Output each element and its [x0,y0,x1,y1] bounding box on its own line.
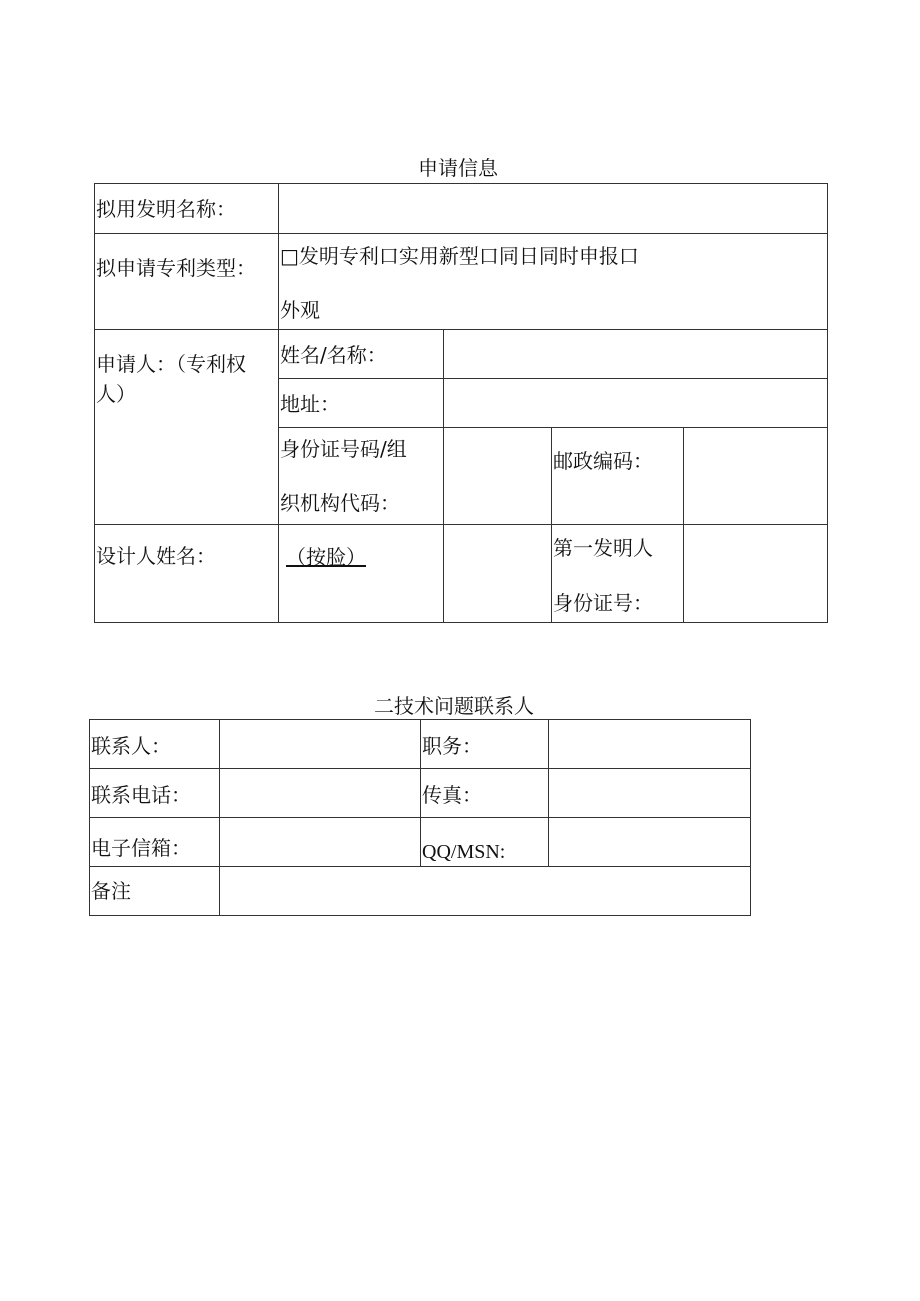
position-field[interactable] [549,720,751,769]
phone-label: 联系电话： [91,783,191,807]
postal-label: 邮政编码： [553,449,653,473]
address-label-cell [279,379,444,428]
fax-label: 传真： [422,783,482,807]
remark-label-cell [90,867,220,916]
email-field[interactable] [220,818,421,867]
name-label-cell [279,330,444,379]
postal-label-cell [552,428,684,525]
first-inventor-label-cell [552,525,684,623]
name-label: 姓名/名称： [280,343,387,367]
contact-field[interactable] [220,720,421,769]
section-title-tech-contact: 二技术问题联系人 [374,694,534,718]
id-label-line1: 身份证号码/组 [280,437,407,461]
first-inventor-id-field[interactable] [684,525,828,623]
qq-field[interactable] [549,818,751,867]
position-label-cell [421,720,549,769]
id-field[interactable] [444,428,552,525]
designer-label: 设计人姓名： [96,544,216,568]
invention-name-label-cell [95,184,279,234]
phone-label-cell [90,769,220,818]
patent-type-label-cell [95,234,279,330]
contact-label-cell [90,720,220,769]
fax-label-cell [421,769,549,818]
first-inventor-line1: 第一发明人 [553,536,653,560]
designer-label-cell [95,525,279,623]
applicant-label-line1: 申请人：（专利权 [96,352,246,376]
qq-label-cell [421,818,549,867]
address-label: 地址： [280,392,340,416]
id-label-cell [279,428,444,525]
designer-note: （按脸） [286,545,366,569]
tech-contact-table [89,719,751,916]
email-label-cell [90,818,220,867]
patent-type-options-line2: 外观 [280,298,320,322]
id-label-line2: 织机构代码： [280,491,400,515]
position-label: 职务： [422,734,482,758]
email-label: 电子信箱： [91,836,191,860]
designer-field[interactable] [444,525,552,623]
designer-note-cell[interactable] [279,525,444,623]
invention-name-field[interactable] [279,184,828,234]
remark-field[interactable] [220,867,751,916]
address-field[interactable] [444,379,828,428]
phone-field[interactable] [220,769,421,818]
patent-type-label: 拟申请专利类型： [96,256,256,280]
fax-field[interactable] [549,769,751,818]
applicant-label-cell [95,330,279,525]
patent-type-options-cell[interactable] [279,234,828,330]
application-info-table [94,183,828,623]
applicant-label-line2: 人） [96,382,136,406]
postal-field[interactable] [684,428,828,525]
remark-label: 备注 [91,879,131,903]
first-inventor-line2: 身份证号： [553,591,653,615]
invention-name-label: 拟用发明名称： [96,196,236,221]
patent-type-options-line1: □发明专利口实用新型口同日同时申报口 [280,244,639,268]
name-field[interactable] [444,330,828,379]
qq-label: QQ/MSN: [422,841,506,863]
contact-label: 联系人： [91,734,171,758]
section-title-application-info: 申请信息 [418,156,498,180]
